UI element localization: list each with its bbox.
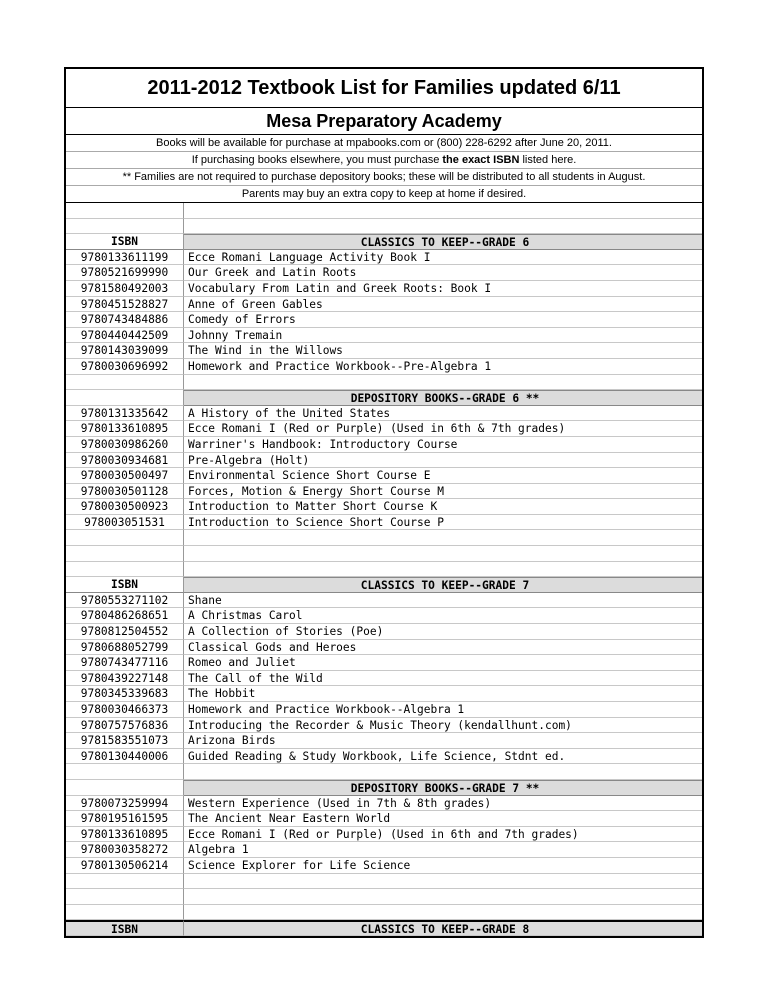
book-row <box>66 842 702 858</box>
note-extra-copy: Parents may buy an extra copy to keep at home if desired. <box>241 188 527 200</box>
title-cell: Ecce Romani Language Activity Book I <box>184 250 702 266</box>
section-header-depository-6 <box>66 390 702 406</box>
note-exact-isbn-bold: the exact ISBN <box>442 154 520 166</box>
isbn-cell: 9780688052799 <box>66 640 184 656</box>
title-cell: Classical Gods and Heroes <box>184 640 702 656</box>
isbn-cell: 9780030358272 <box>66 842 184 858</box>
section-title: CLASSICS TO KEEP--GRADE 7 <box>184 577 702 593</box>
title-cell: The Hobbit <box>184 686 702 702</box>
blank-row <box>66 203 702 219</box>
title-cell: Algebra 1 <box>184 842 702 858</box>
book-row <box>66 250 702 266</box>
title-cell: A Collection of Stories (Poe) <box>184 624 702 640</box>
book-row <box>66 608 702 624</box>
book-row <box>66 297 702 313</box>
blank-row <box>66 562 702 578</box>
book-row <box>66 312 702 328</box>
isbn-cell: 9780812504552 <box>66 624 184 640</box>
notes-block <box>66 135 702 203</box>
section-header-depository-7 <box>66 780 702 796</box>
note-depository: ** Families are not required to purchase depository books; these will be distributed to all students in August. <box>66 169 702 186</box>
book-row <box>66 796 702 812</box>
isbn-cell: 9781583551073 <box>66 733 184 749</box>
note-availability: Books will be available for purchase at mpabooks.com or (800) 228-6292 after June 20, 2011. <box>66 135 702 152</box>
isbn-cell: 9780030466373 <box>66 702 184 718</box>
isbn-cell: 9780521699990 <box>66 265 184 281</box>
isbn-cell: 9780073259994 <box>66 796 184 812</box>
blank-row <box>66 530 702 546</box>
title-cell: Introducing the Recorder & Music Theory (kendallhunt.com) <box>184 718 702 734</box>
title-cell: Homework and Practice Workbook--Algebra 1 <box>184 702 702 718</box>
book-row <box>66 437 702 453</box>
page-title: 2011-2012 Textbook List for Families updated 6/11 <box>66 69 702 108</box>
book-row <box>66 515 702 531</box>
book-row <box>66 718 702 734</box>
section-title: DEPOSITORY BOOKS--GRADE 7 ** <box>184 780 702 796</box>
book-row <box>66 733 702 749</box>
blank-row <box>66 889 702 905</box>
book-row <box>66 827 702 843</box>
title-cell: Introduction to Matter Short Course K <box>184 499 702 515</box>
title-cell: Homework and Practice Workbook--Pre-Algebra 1 <box>184 359 702 375</box>
textbook-list-sheet <box>64 67 704 938</box>
isbn-header: ISBN <box>66 920 184 936</box>
isbn-cell: 9780133610895 <box>66 827 184 843</box>
isbn-cell: 9780486268651 <box>66 608 184 624</box>
isbn-cell: 9780143039099 <box>66 343 184 359</box>
blank-row <box>66 874 702 890</box>
title-cell: Science Explorer for Life Science <box>184 858 702 874</box>
isbn-cell: 9780030696992 <box>66 359 184 375</box>
isbn-cell: 978003051531 <box>66 515 184 531</box>
isbn-header: ISBN <box>66 577 184 593</box>
book-row <box>66 359 702 375</box>
isbn-cell: 9781580492003 <box>66 281 184 297</box>
title-cell: Romeo and Juliet <box>184 655 702 671</box>
book-row <box>66 655 702 671</box>
book-row <box>66 671 702 687</box>
title-cell: A History of the United States <box>184 406 702 422</box>
title-cell: The Call of the Wild <box>184 671 702 687</box>
section-header-classics-7 <box>66 577 702 593</box>
isbn-cell: 9780345339683 <box>66 686 184 702</box>
book-row <box>66 343 702 359</box>
book-row <box>66 484 702 500</box>
isbn-cell: 9780440442509 <box>66 328 184 344</box>
title-cell: The Ancient Near Eastern World <box>184 811 702 827</box>
book-row <box>66 421 702 437</box>
title-cell: Arizona Birds <box>184 733 702 749</box>
book-row <box>66 406 702 422</box>
book-row <box>66 749 702 765</box>
isbn-cell: 9780131335642 <box>66 406 184 422</box>
isbn-cell: 9780030501128 <box>66 484 184 500</box>
isbn-cell: 9780743484886 <box>66 312 184 328</box>
title-cell: Environmental Science Short Course E <box>184 468 702 484</box>
isbn-cell: 9780133610895 <box>66 421 184 437</box>
isbn-cell: 9780130506214 <box>66 858 184 874</box>
title-cell: Ecce Romani I (Red or Purple) (Used in 6th and 7th grades) <box>184 827 702 843</box>
book-row <box>66 265 702 281</box>
title-cell: Anne of Green Gables <box>184 297 702 313</box>
title-cell: Comedy of Errors <box>184 312 702 328</box>
isbn-cell: 9780439227148 <box>66 671 184 687</box>
title-cell: A Christmas Carol <box>184 608 702 624</box>
school-name: Mesa Preparatory Academy <box>66 108 702 135</box>
isbn-cell: 9780030934681 <box>66 453 184 469</box>
book-row <box>66 468 702 484</box>
isbn-cell: 9780030986260 <box>66 437 184 453</box>
section-header-classics-6 <box>66 234 702 250</box>
title-cell: Guided Reading & Study Workbook, Life Science, Stdnt ed. <box>184 749 702 765</box>
section-title: DEPOSITORY BOOKS--GRADE 6 ** <box>184 390 702 406</box>
title-cell: The Wind in the Willows <box>184 343 702 359</box>
title-cell: Johnny Tremain <box>184 328 702 344</box>
book-row <box>66 858 702 874</box>
book-grid <box>66 203 702 936</box>
book-row <box>66 640 702 656</box>
title-cell: Shane <box>184 593 702 609</box>
blank-row <box>66 375 702 391</box>
isbn-cell: 9780030500923 <box>66 499 184 515</box>
title-cell: Western Experience (Used in 7th & 8th grades) <box>184 796 702 812</box>
blank-row <box>66 764 702 780</box>
book-row <box>66 593 702 609</box>
title-cell: Our Greek and Latin Roots <box>184 265 702 281</box>
isbn-cell: 9780133611199 <box>66 250 184 266</box>
book-row <box>66 453 702 469</box>
isbn-header: ISBN <box>66 234 184 250</box>
title-cell: Introduction to Science Short Course P <box>184 515 702 531</box>
section-title: CLASSICS TO KEEP--GRADE 8 <box>184 920 702 936</box>
note-exact-isbn-after: listed here. <box>522 154 577 166</box>
note-exact-isbn <box>66 152 702 169</box>
title-cell: Pre-Algebra (Holt) <box>184 453 702 469</box>
title-cell: Vocabulary From Latin and Greek Roots: Book I <box>184 281 702 297</box>
isbn-cell: 9780451528827 <box>66 297 184 313</box>
isbn-cell: 9780743477116 <box>66 655 184 671</box>
blank-row <box>66 219 702 235</box>
isbn-cell: 9780553271102 <box>66 593 184 609</box>
book-row <box>66 328 702 344</box>
book-row <box>66 499 702 515</box>
book-row <box>66 811 702 827</box>
blank-row <box>66 905 702 921</box>
isbn-cell: 9780130440006 <box>66 749 184 765</box>
book-row <box>66 686 702 702</box>
title-cell: Forces, Motion & Energy Short Course M <box>184 484 702 500</box>
isbn-cell: 9780757576836 <box>66 718 184 734</box>
section-title: CLASSICS TO KEEP--GRADE 6 <box>184 234 702 250</box>
title-cell: Warriner's Handbook: Introductory Course <box>184 437 702 453</box>
section-header-classics-8 <box>66 920 702 936</box>
isbn-cell: 9780030500497 <box>66 468 184 484</box>
book-row <box>66 702 702 718</box>
blank-row <box>66 546 702 562</box>
book-row <box>66 281 702 297</box>
title-cell: Ecce Romani I (Red or Purple) (Used in 6th & 7th grades) <box>184 421 702 437</box>
note-exact-isbn-before: If purchasing books elsewhere, you must purchase <box>191 154 440 166</box>
isbn-cell: 9780195161595 <box>66 811 184 827</box>
book-row <box>66 624 702 640</box>
